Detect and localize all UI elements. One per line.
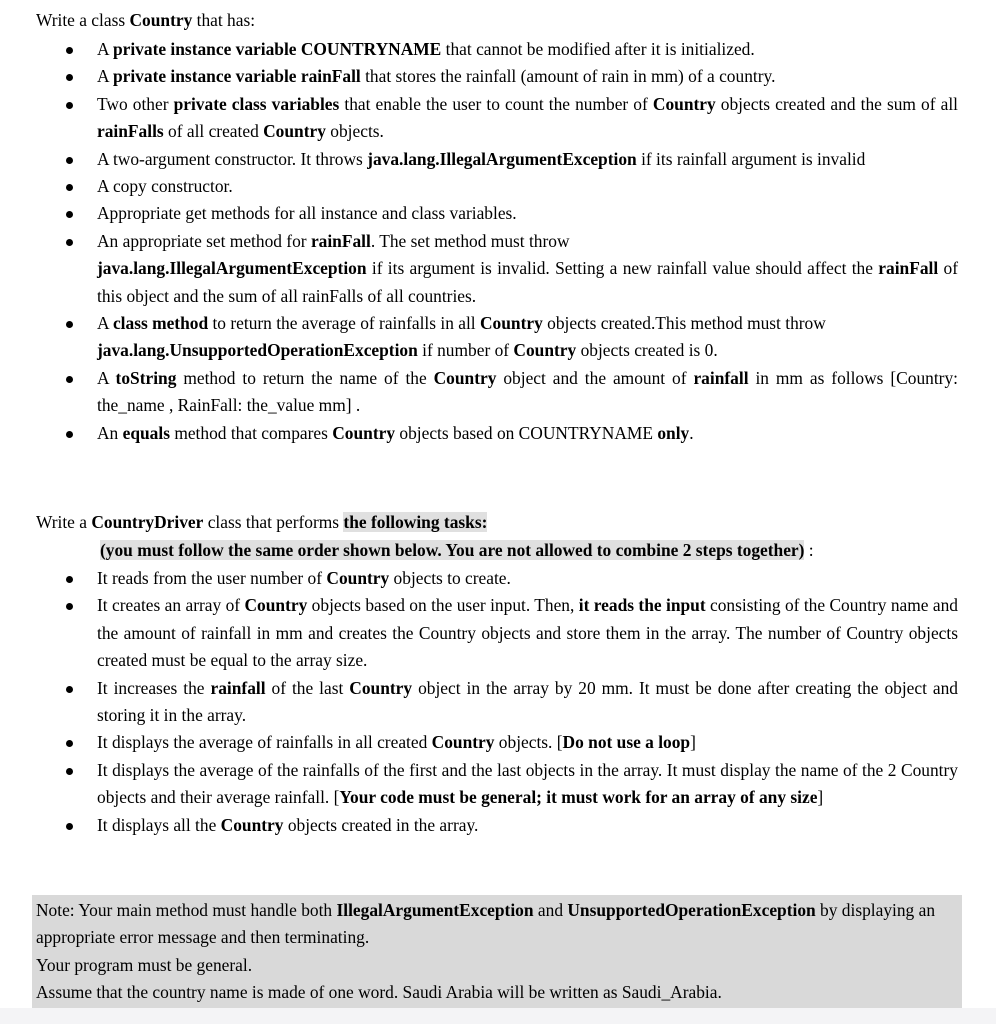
- bullet-icon: [66, 376, 73, 383]
- note-line-3: Assume that the country name is made of one word. Saudi Arabia will be written as Saudi_Arabia.: [36, 982, 722, 1003]
- note-box: [32, 895, 962, 1009]
- bullet-icon: [66, 686, 73, 693]
- bullet-icon: [66, 823, 73, 830]
- intro-text: that has:: [192, 10, 256, 30]
- bullet-icon: [66, 431, 73, 438]
- list-item: An appropriate set method for rainFall. The set method must throw java.lang.IllegalArgumentException if its argument is invalid. Setting a new rainfall value should affect the rainFall of this object and the sum of all rainFalls of all countries.: [0, 228, 996, 310]
- list-item: It displays all the Country objects created in the array.: [0, 812, 996, 839]
- note-line-1: Note: Your main method must handle both IllegalArgumentException and UnsupportedOperationException by displaying an appropriate error message and then terminating.: [36, 900, 936, 948]
- bullet-icon: [66, 603, 73, 610]
- list-item: Two other private class variables that enable the user to count the number of Country objects created and the sum of all rainFalls of all created Country objects.: [0, 91, 996, 146]
- bullet-icon: [66, 102, 73, 109]
- list-item: A toString method to return the name of the Country object and the amount of rainfall in mm as follows [Country: the_name , RainFall: the_value mm] .: [0, 365, 996, 420]
- bottom-strip: [0, 1008, 996, 1024]
- list-item: A private instance variable COUNTRYNAME that cannot be modified after it is initialized.: [0, 36, 996, 63]
- bullet-icon: [66, 768, 73, 775]
- intro-bold: Country: [129, 10, 193, 30]
- list-item: It displays the average of the rainfalls of the first and the last objects in the array. It must display the name of the 2 Country objects and their average rainfall. [Your code must be general; it must work for an array of any size]: [0, 757, 996, 812]
- country-class-intro: [36, 7, 966, 34]
- list-item: It creates an array of Country objects based on the user input. Then, it reads the input consisting of the Country name and the amount of rainfall in mm and creates the Country objects and store them in the array. The number of Country objects created must be equal to the array size.: [0, 592, 996, 674]
- highlighted-text: the following tasks:: [343, 512, 488, 532]
- intro-text: Write a class: [36, 10, 130, 30]
- highlighted-text: (you must follow the same order shown below. You are not allowed to combine 2 steps together): [100, 540, 805, 560]
- bullet-icon: [66, 157, 73, 164]
- list-item: A copy constructor.: [0, 173, 996, 200]
- list-item: It increases the rainfall of the last Country object in the array by 20 mm. It must be done after creating the object and storing it in the array.: [0, 675, 996, 730]
- list-item: A two-argument constructor. It throws java.lang.IllegalArgumentException if its rainfall argument is invalid: [0, 146, 996, 173]
- country-requirements-list: [0, 36, 996, 447]
- driver-tasks-list: [0, 565, 996, 839]
- bullet-icon: [66, 184, 73, 191]
- bullet-icon: [66, 321, 73, 328]
- note-line-2: Your program must be general.: [36, 954, 253, 975]
- bullet-icon: [66, 211, 73, 218]
- driver-class-intro: Write a CountryDriver class that performs the following tasks:: [36, 512, 488, 532]
- list-item: An equals method that compares Country objects based on COUNTRYNAME only.: [0, 420, 996, 447]
- list-item: A class method to return the average of rainfalls in all Country objects created.This method must throw java.lang.UnsupportedOperationException if number of Country objects created is 0.: [0, 310, 996, 365]
- bullet-icon: [66, 239, 73, 246]
- list-item: Appropriate get methods for all instance and class variables.: [0, 200, 996, 227]
- list-item: It displays the average of rainfalls in all created Country objects. [Do not use a loop]: [0, 729, 996, 756]
- list-item: It reads from the user number of Country objects to create.: [0, 565, 996, 592]
- list-item: A private instance variable rainFall that stores the rainfall (amount of rain in mm) of a country.: [0, 63, 996, 90]
- bullet-icon: [66, 47, 73, 54]
- order-instruction: (you must follow the same order shown below. You are not allowed to combine 2 steps together) :: [100, 540, 814, 560]
- bullet-icon: [66, 576, 73, 583]
- bullet-icon: [66, 740, 73, 747]
- bullet-icon: [66, 74, 73, 81]
